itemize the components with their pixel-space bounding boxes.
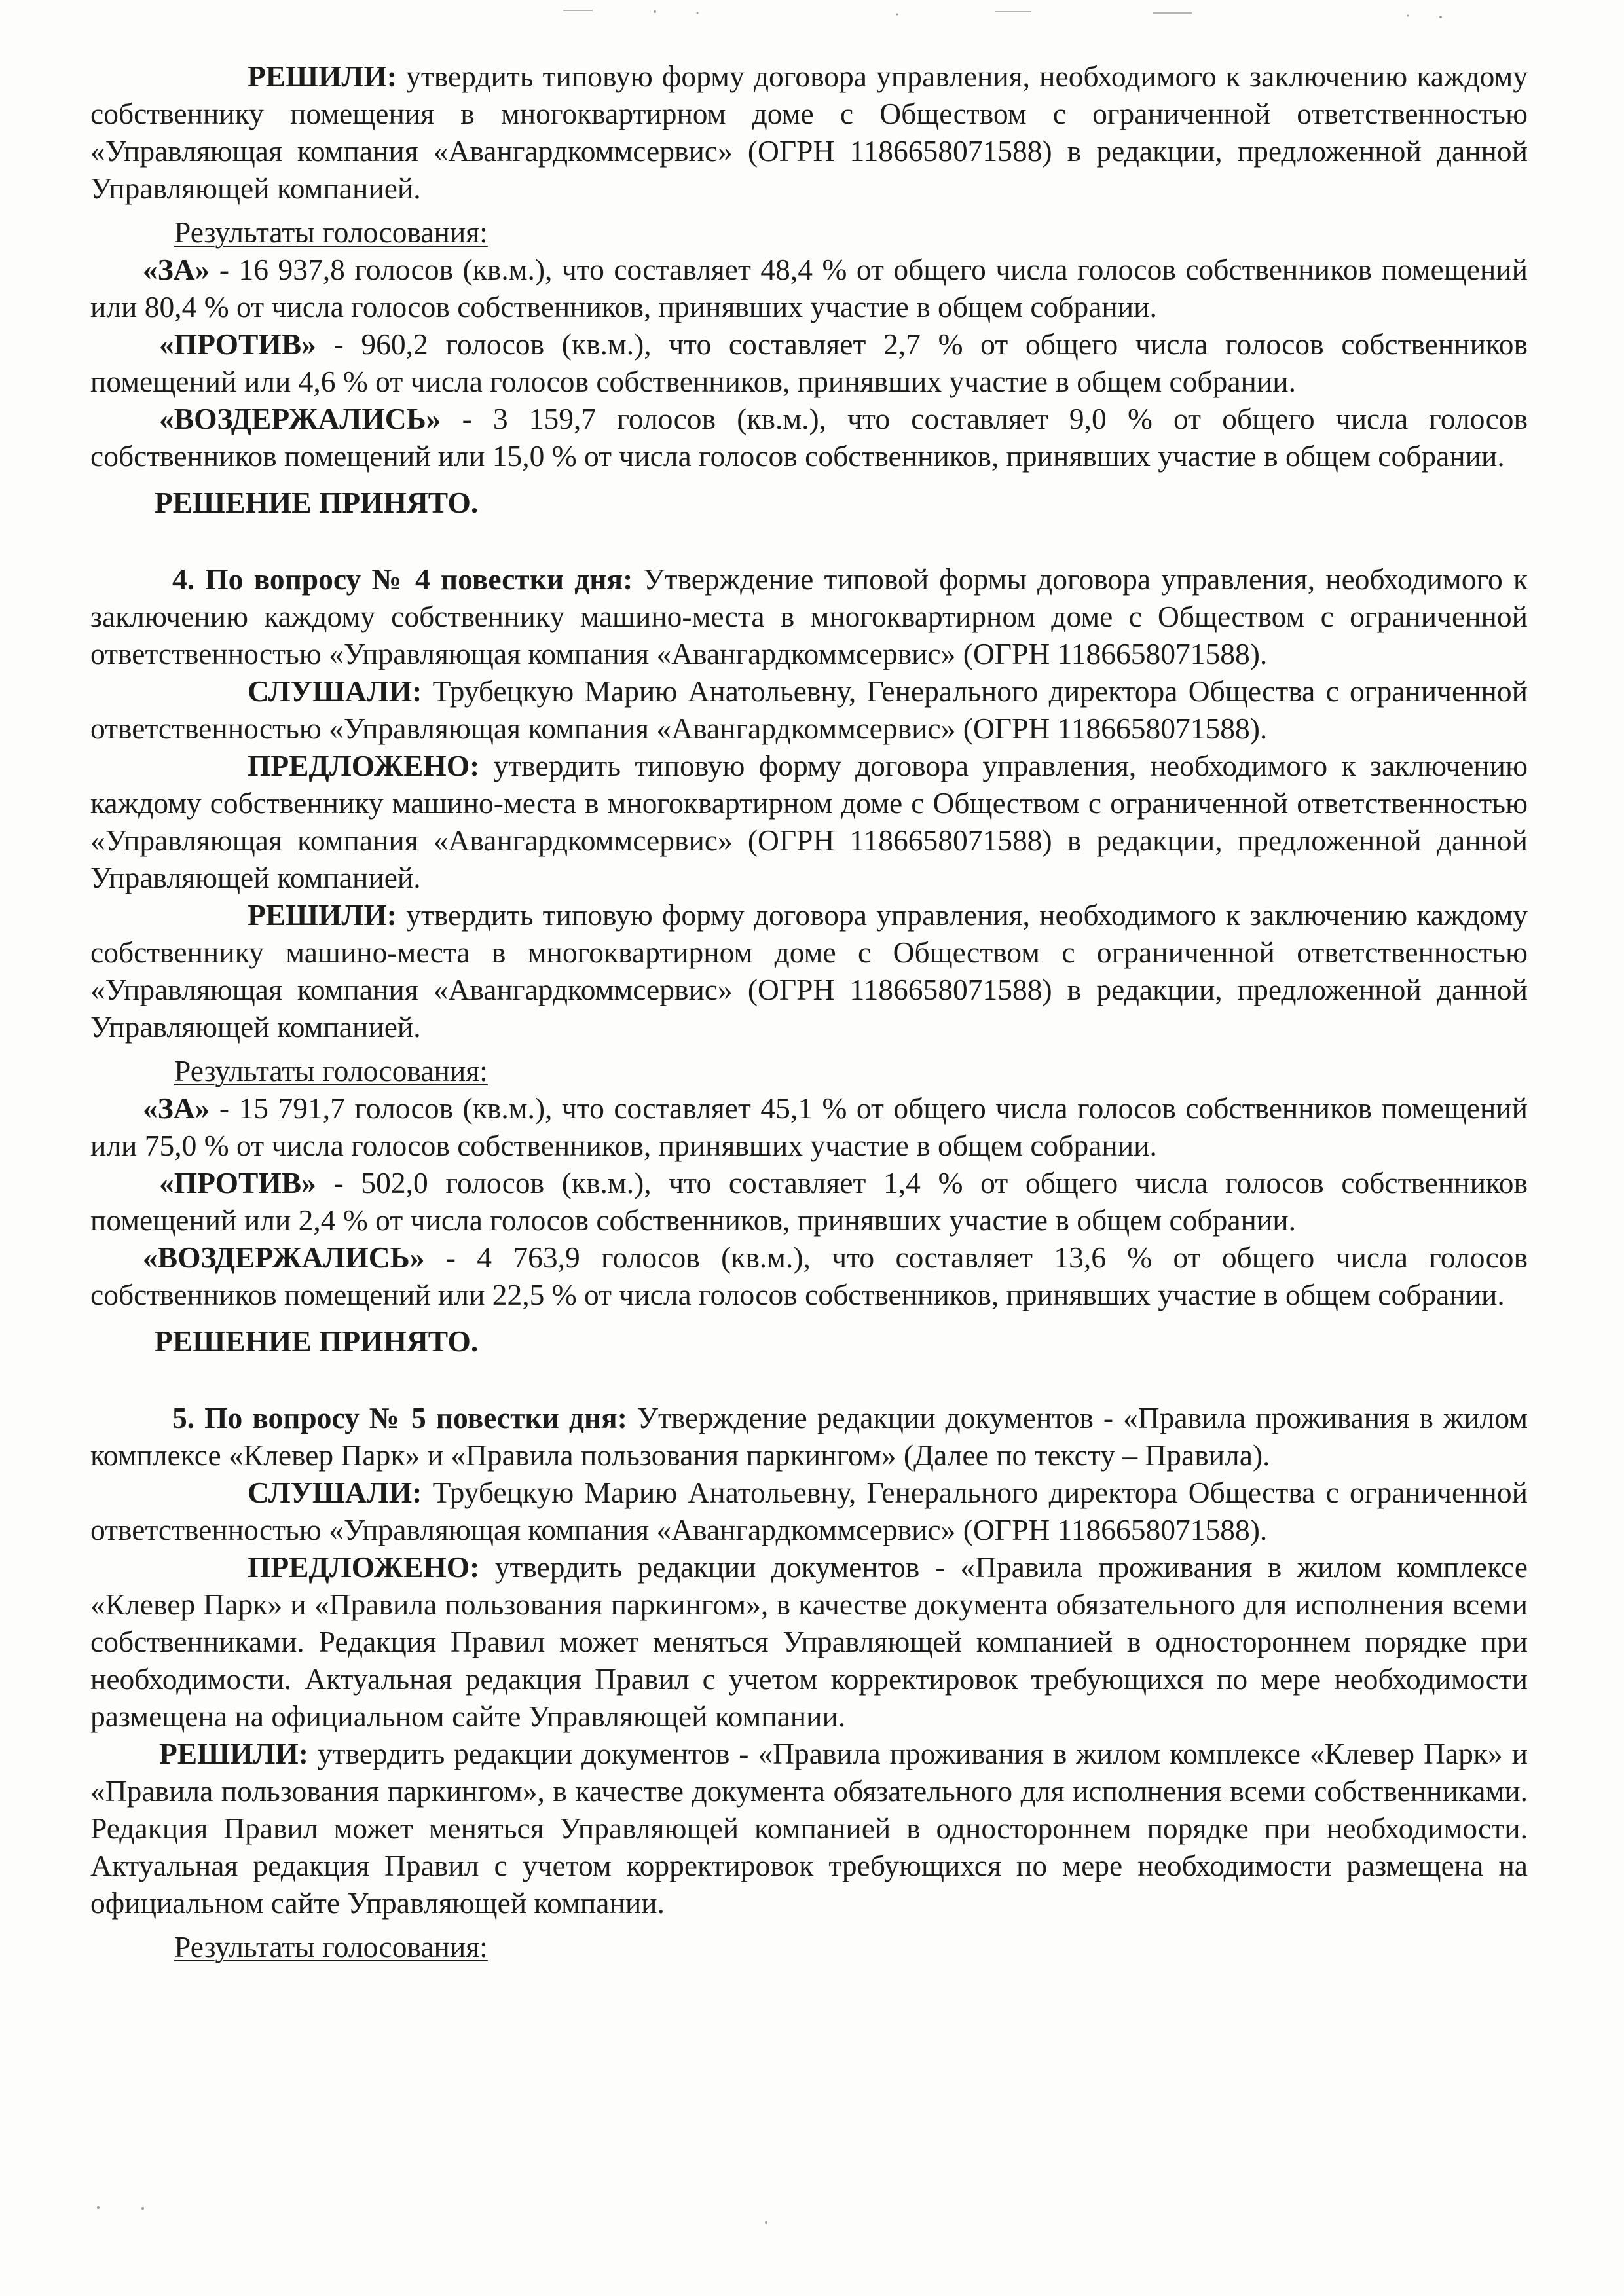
q3-decision: РЕШИЛИ: утвердить типовую форму договора управления, необходимого к заключению каждому собственнику помещения в многоквартирном доме с Обществом с ограниченной ответственностью «Управляющая компания «Авангардкоммсервис» (ОГРН 1186658071588) в редакции, предложенной данной Управляющей компанией. xyxy=(90,60,1528,205)
q4-decision: РЕШИЛИ: утвердить типовую форму договора управления, необходимого к заключению каждому собственнику машино-места в многоквартирном доме с Обществом с ограниченной ответственностью «Управляющая компания «Авангардкоммсервис» (ОГРН 1186658071588) в редакции, предложенной данной Управляющей компанией. xyxy=(90,898,1528,1044)
q5-heading: 5. По вопросу № 5 повестки дня: Утверждение редакции документов - «Правила проживания в жилом комплексе «Клевер Парк» и «Правила пользования паркингом» (Далее по тексту – Правила). xyxy=(90,1401,1528,1472)
vote-against: «ПРОТИВ» - 502,0 голосов (кв.м.), что составляет 1,4 % от общего числа голосов собственников помещений или 2,4 % от числа голосов собственников, принявших участие в общем собрании. xyxy=(90,1166,1528,1237)
decided-label: РЕШИЛИ: xyxy=(248,60,397,93)
decision-accepted: РЕШЕНИЕ ПРИНЯТО. xyxy=(155,486,479,519)
q4-heard: СЛУШАЛИ: Трубецкую Марию Анатольевну, Генерального директора Общества с ограниченной ответственностью «Управляющая компания «Авангардкоммсервис» (ОГРН 1186658071588). xyxy=(90,674,1528,745)
vote-for: «ЗА» - 15 791,7 голосов (кв.м.), что составляет 45,1 % от общего числа голосов собственников помещений или 75,0 % от числа голосов собственников, принявших участие в общем собрании. xyxy=(90,1091,1528,1162)
q5-proposed: ПРЕДЛОЖЕНО: утвердить редакции документов - «Правила проживания в жилом комплексе «Клевер Парк» и «Правила пользования паркингом», в качестве документа обязательного для исполнения всеми собственниками. Редакция Правил может меняться Управляющей компанией в одностороннем порядке при необходимости. Актуальная редакция Правил с учетом корректировок требующихся по мере необходимости размещена на официальном сайте Управляющей компании. xyxy=(90,1550,1528,1733)
vote-abstain: «ВОЗДЕРЖАЛИСЬ» - 4 763,9 голосов (кв.м.), что составляет 13,6 % от общего числа голосов собственников помещений или 22,5 % от числа голосов собственников, принявших участие в общем собрании. xyxy=(90,1241,1528,1311)
decision-accepted: РЕШЕНИЕ ПРИНЯТО. xyxy=(155,1324,479,1358)
q5-decision: РЕШИЛИ: утвердить редакции документов - «Правила проживания в жилом комплексе «Клевер Парк» и «Правила пользования паркингом», в качестве документа обязательного для исполнения всеми собственниками. Редакция Правил может меняться Управляющей компанией в одностороннем порядке при необходимости. Актуальная редакция Правил с учетом корректировок требующихся по мере необходимости размещена на официальном сайте Управляющей компании. xyxy=(90,1737,1528,1920)
q4-heading: 4. По вопросу № 4 повестки дня: Утверждение типовой формы договора управления, необходимого к заключению каждому собственнику машино-места в многоквартирном доме с Обществом с ограниченной ответственностью «Управляющая компания «Авангардкоммсервис» (ОГРН 1186658071588). xyxy=(90,562,1528,670)
vote-abstain: «ВОЗДЕРЖАЛИСЬ» - 3 159,7 голосов (кв.м.), что составляет 9,0 % от общего числа голосов собственников помещений или 15,0 % от числа голосов собственников, принявших участие в общем собрании. xyxy=(90,402,1528,473)
q4-proposed: ПРЕДЛОЖЕНО: утвердить типовую форму договора управления, необходимого к заключению каждому собственнику машино-места в многоквартирном доме с Обществом с ограниченной ответственностью «Управляющая компания «Авангардкоммсервис» (ОГРН 1186658071588) в редакции, предложенной данной Управляющей компанией. xyxy=(90,749,1528,894)
voting-results-heading: Результаты голосования: xyxy=(174,215,488,249)
vote-against: «ПРОТИВ» - 960,2 голосов (кв.м.), что составляет 2,7 % от общего числа голосов собственников помещений или 4,6 % от числа голосов собственников, принявших участие в общем собрании. xyxy=(90,327,1528,398)
document-page xyxy=(90,58,1528,1965)
q5-heard: СЛУШАЛИ: Трубецкую Марию Анатольевну, Генерального директора Общества с ограниченной ответственностью «Управляющая компания «Авангардкоммсервис» (ОГРН 1186658071588). xyxy=(90,1476,1528,1546)
voting-results-heading: Результаты голосования: xyxy=(174,1054,488,1087)
vote-for: «ЗА» - 16 937,8 голосов (кв.м.), что составляет 48,4 % от общего числа голосов собственников помещений или 80,4 % от числа голосов собственников, принявших участие в общем собрании. xyxy=(90,253,1528,323)
voting-results-heading: Результаты голосования: xyxy=(174,1930,488,1963)
